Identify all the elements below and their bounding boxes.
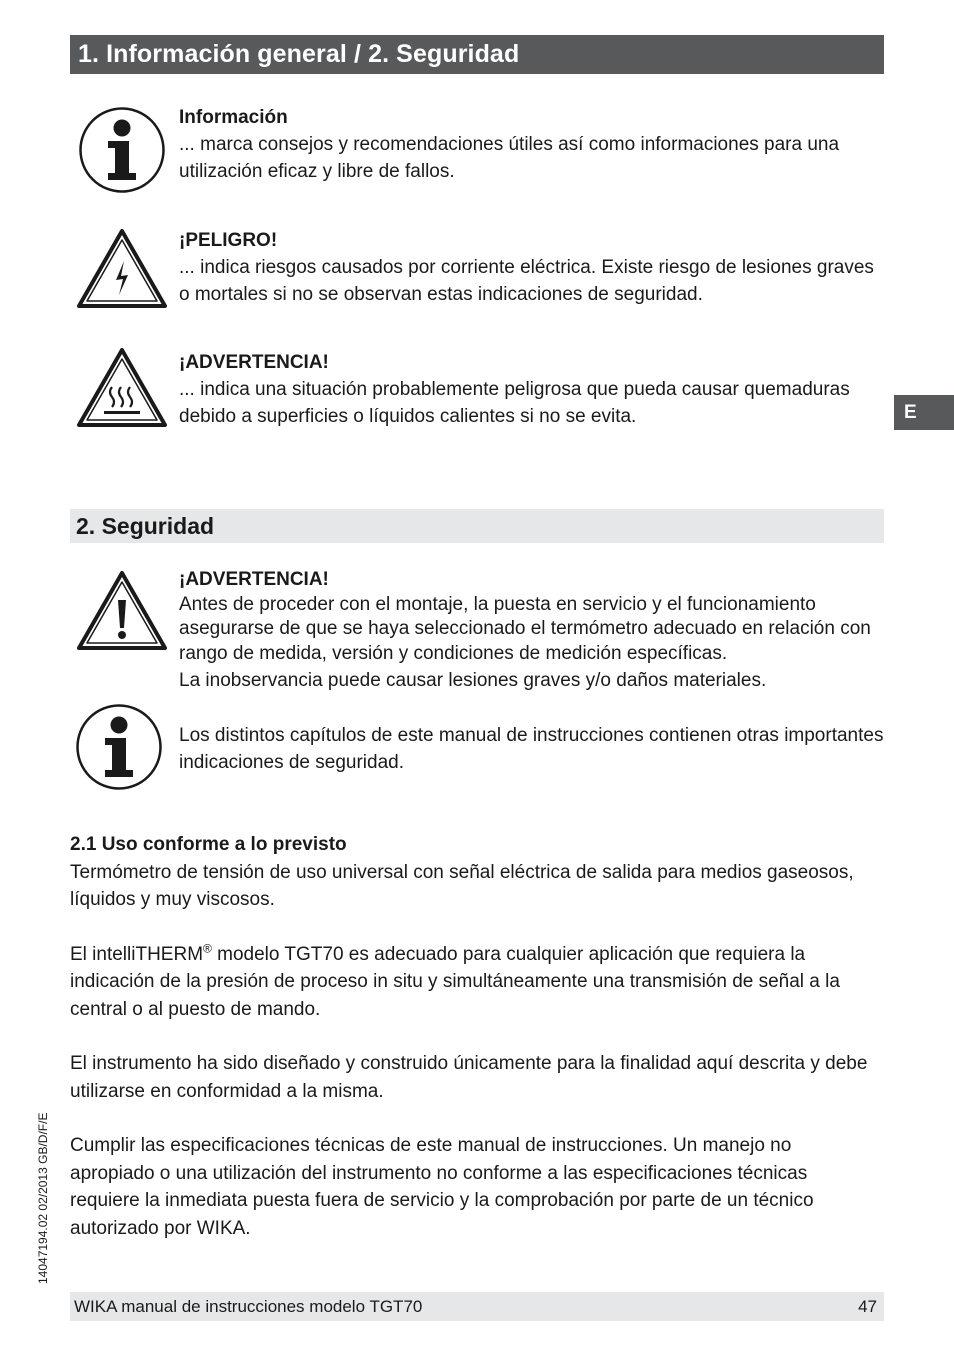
paragraph: Cumplir las especificaciones técnicas de este manual de instrucciones. Un manejo no apropiado o una utilización del instrumento no conforme a las especificaciones técnicas requiere la inmediata puesta fuera de servicio y la comprobación por parte de un técnico autorizado por WIKA. <box>70 1135 814 1239</box>
notice-warning-hot <box>179 349 889 430</box>
paragraph: Termómetro de tensión de uso universal con señal eléctrica de salida para medios gaseosos, líquidos y muy viscosos. <box>70 861 854 910</box>
notice-text: ... indica riesgos causados por corriente eléctrica. Existe riesgo de lesiones graves o mortales si no se observan estas indicaciones de seguridad. <box>179 257 874 305</box>
registered-mark: ® <box>203 941 212 956</box>
paragraph: El instrumento ha sido diseñado y construido únicamente para la finalidad aquí descrita y debe utilizarse en conformidad a la misma. <box>70 1053 868 1102</box>
section-2-1 <box>70 831 880 1242</box>
footer-title: WIKA manual de instrucciones modelo TGT70 <box>74 1297 423 1316</box>
info-icon <box>78 106 166 194</box>
warning-exclamation-icon <box>76 570 168 652</box>
language-tab: E <box>894 395 954 430</box>
page-footer <box>70 1292 884 1321</box>
document-code: 14047194.02 02/2013 GB/D/F/E <box>36 1112 50 1284</box>
subsection-heading: 2.1 Uso conforme a lo previsto <box>70 834 347 855</box>
electric-hazard-icon <box>76 228 168 310</box>
notice-danger <box>179 227 889 308</box>
notice-heading: ¡ADVERTENCIA! <box>179 569 329 590</box>
notice-text: ... indica una situación probablemente peligrosa que pueda causar quemaduras debido a superficies o líquidos calientes si no se evita. <box>179 379 850 427</box>
page-number: 47 <box>858 1297 877 1316</box>
notice-text: Los distintos capítulos de este manual de instrucciones contienen otras importantes indicaciones de seguridad. <box>179 725 884 773</box>
notice-safety-warning <box>179 568 889 694</box>
page-title: 1. Información general / 2. Seguridad <box>70 35 884 74</box>
notice-heading: Información <box>179 107 288 128</box>
info-icon <box>75 703 163 791</box>
notice-text: ... marca consejos y recomendaciones útiles así como informaciones para una utilización eficaz y libre de fallos. <box>179 134 840 182</box>
section-title: 2. Seguridad <box>70 509 884 543</box>
paragraph: El intelliTHERM® modelo TGT70 es adecuado para cualquier aplicación que requiera la indicación de la presión de proceso in situ y simultáneamente una transmisión de señal a la central o al puesto de mando. <box>70 941 840 1020</box>
notice-information <box>179 104 889 185</box>
hot-surface-icon <box>76 347 168 429</box>
notice-text: Antes de proceder con el montaje, la puesta en servicio y el funcionamiento asegurarse de que se haya seleccionado el termómetro adecuado en relación con rango de medida, versión y condiciones de medición específicas. <box>179 593 871 664</box>
notice-text-2: La inobservancia puede causar lesiones graves y/o daños materiales. <box>179 670 767 691</box>
notice-info-safety <box>179 722 889 776</box>
notice-heading: ¡ADVERTENCIA! <box>179 352 329 373</box>
notice-heading: ¡PELIGRO! <box>179 230 278 251</box>
